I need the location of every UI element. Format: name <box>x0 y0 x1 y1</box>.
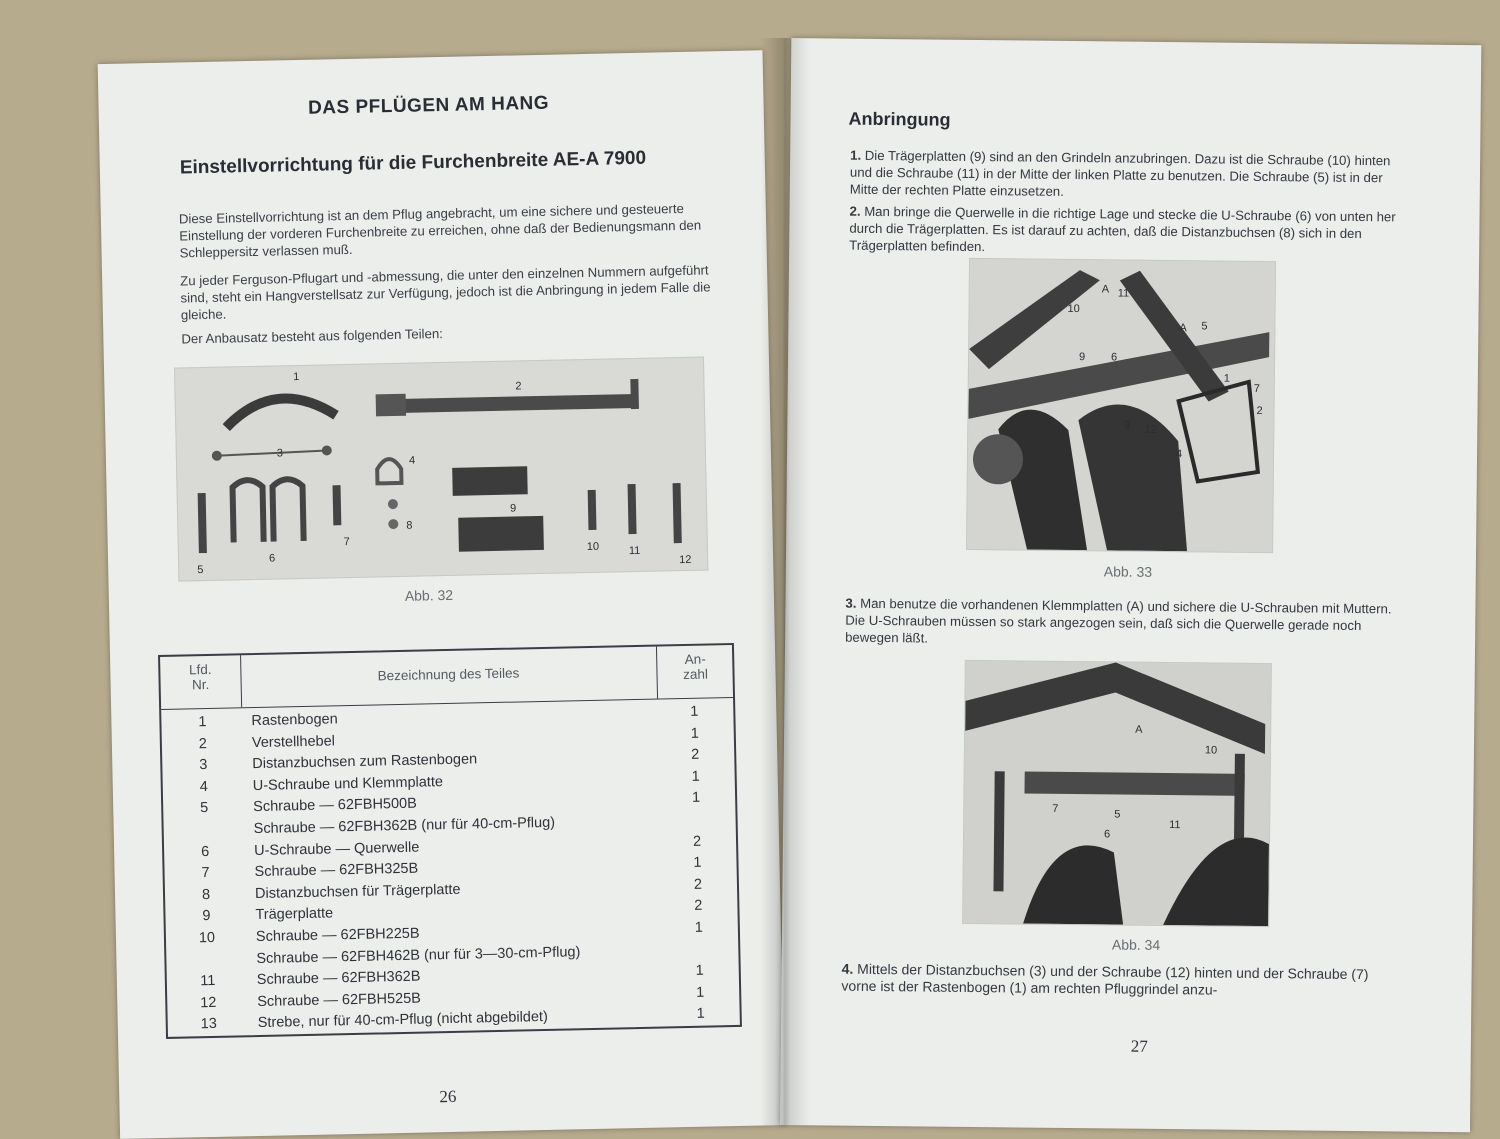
traegerplatte-upper <box>452 466 528 496</box>
col-desc-header: Bezeichnung des Teiles <box>377 665 520 684</box>
row-number: 8 <box>201 886 211 903</box>
figure-label: 11 <box>628 544 641 558</box>
row-number: 5 <box>200 800 209 817</box>
row-quantity: 1 <box>693 854 702 872</box>
row-quantity: 1 <box>691 790 701 807</box>
row-description: Schraube — 62FBH325B <box>254 860 419 881</box>
row-number: 3 <box>199 757 208 774</box>
figure-label: 10 <box>586 540 600 554</box>
plough-photo-33 <box>966 258 1276 553</box>
step-4-text: Mittels der Distanzbuchsen (3) und der Schraube (12) hinten und der Schraube (7) vorne ist der Rastenbogen (1) am rechten Pfluggrindel anzu- <box>841 960 1369 998</box>
bushing-right <box>322 445 332 455</box>
figure-label: 6 <box>1103 828 1111 841</box>
figure-label: 8 <box>406 519 413 532</box>
row-description: Verstellhebel <box>251 732 336 751</box>
row-description: Schraube — 62FBH362B (nur für 40-cm-Pflug) <box>253 814 556 838</box>
hebel-end <box>376 394 406 417</box>
figure-label: 9 <box>509 502 517 515</box>
col-qty-line2: zahl <box>682 666 709 683</box>
row-number: 2 <box>198 735 208 752</box>
u-bolt-b <box>272 479 303 542</box>
step-1 <box>850 147 1411 204</box>
figure-label: 5 <box>197 564 204 577</box>
parts-photo <box>174 357 708 582</box>
u-bolt-a <box>232 480 263 543</box>
figure-label: A <box>1135 723 1143 736</box>
row-number: 4 <box>199 778 208 795</box>
col-nr-line2: Nr. <box>191 676 210 693</box>
figure-label: 12 <box>1144 423 1157 436</box>
row-quantity: 1 <box>690 725 699 742</box>
left-leg <box>993 771 1004 891</box>
row-description: Trägerplatte <box>255 905 334 924</box>
row-number <box>192 951 222 952</box>
bolt-7 <box>333 485 342 525</box>
figure-label: 7 <box>343 535 350 549</box>
verstellhebel-part <box>386 394 636 413</box>
row-quantity: 2 <box>692 833 702 850</box>
row-number: 9 <box>202 908 211 925</box>
subtitle: Einstellvorrichtung für die Furchenbreite AE-A 7900 <box>179 147 647 179</box>
figure-label: 6 <box>268 552 276 565</box>
row-description: Distanzbuchsen zum Rastenbogen <box>252 751 478 773</box>
row-description: Strebe, nur für 40-cm-Pflug (nicht abgebildet) <box>257 1009 549 1032</box>
bolt-12 <box>673 483 682 543</box>
figure-label: 11 <box>1169 819 1181 832</box>
page-number-right: 27 <box>1130 1036 1148 1056</box>
row-description: Schraube — 62FBH362B <box>256 968 421 989</box>
figure-caption-33: Abb. 33 <box>1103 563 1153 580</box>
row-description: Schraube — 62FBH225B <box>255 925 420 946</box>
step-1-text: Die Trägerplatten (9) sind an den Grindeln anzubringen. Dazu ist die Schraube (10) hinten und die Schraube (11) in der Mitte der linken Platte zu benutzen. Die Schraube (5) ist in der Mitte der rechten Platte einzusetzen. <box>849 147 1391 199</box>
figure-label: 1 <box>1223 372 1231 385</box>
figure-label: 2 <box>515 380 522 393</box>
step-1-number: 1. <box>850 147 862 163</box>
step-3-number: 3. <box>845 595 857 611</box>
row-quantity: 1 <box>695 962 704 980</box>
parts-table <box>158 643 742 1039</box>
intro-paragraph: Diese Einstellvorrichtung ist an dem Pflug angebracht, um eine sichere und gesteuerte Einstellung der vorderen Furchenbreite zu erreichen, ohne daß der Bedienungsmann den Schleppersitz verlassen muß. <box>178 200 702 261</box>
step-2-text: Man bringe die Querwelle in die richtige Lage und stecke die U-Schraube (6) von unten her durch die Trägerplatten. Es ist darauf zu achten, daß die Distanzbuchsen (8) sich in den Trägerplatten befinden. <box>849 203 1396 255</box>
right-page <box>780 38 1481 1132</box>
row-quantity: 1 <box>691 768 700 785</box>
row-number: 6 <box>200 843 210 860</box>
row-quantity: 1 <box>690 703 699 720</box>
col-nr-header <box>170 662 231 693</box>
cross-shaft <box>1024 772 1244 796</box>
bolt-10 <box>588 490 597 530</box>
bolt-5 <box>198 493 207 553</box>
figure-label: 2 <box>1256 404 1263 418</box>
section-title: DAS PFLÜGEN AM HANG <box>307 92 550 119</box>
row-number: 10 <box>198 929 216 947</box>
col-qty-line1: An- <box>684 651 706 667</box>
plough-photo-34 <box>962 660 1272 927</box>
row-number: 7 <box>201 865 210 882</box>
figure-label: A <box>1101 283 1110 296</box>
step-4-number: 4. <box>841 960 854 977</box>
figure-label: 5 <box>1201 320 1208 333</box>
anbringung-heading: Anbringung <box>848 108 951 130</box>
parts-drawing <box>175 358 707 581</box>
figure-label: 3 <box>1124 419 1131 432</box>
row-quantity: 2 <box>694 898 703 915</box>
plough-drawing-34 <box>963 661 1271 926</box>
col-qty-header <box>660 651 731 682</box>
figure-label: 7 <box>1052 802 1059 815</box>
row-description: Schraube — 62FBH525B <box>257 990 422 1010</box>
row-quantity: 1 <box>694 919 704 936</box>
figure-label: 4 <box>408 454 416 467</box>
figure-label: 7 <box>1253 382 1260 395</box>
figure-label: A <box>1179 322 1187 335</box>
figure-label: 4 <box>1175 448 1183 461</box>
u-clamp-part <box>377 459 401 483</box>
row-description: U-Schraube — Querwelle <box>253 839 420 859</box>
bolt-line <box>217 450 327 455</box>
row-quantity: 2 <box>693 876 703 893</box>
step-4 <box>841 961 1401 1001</box>
figure-label: 12 <box>679 553 692 567</box>
step-2 <box>849 203 1410 260</box>
left-page <box>98 50 785 1139</box>
step-3 <box>845 595 1406 652</box>
row-quantity: 2 <box>691 746 700 764</box>
plough-drawing-33 <box>967 259 1275 552</box>
figure-label: 3 <box>276 447 284 460</box>
row-description: Distanzbuchsen für Trägerplatte <box>254 881 461 902</box>
row-number: 13 <box>200 1016 217 1033</box>
figure-label: 1 <box>293 371 300 384</box>
row-quantity <box>684 941 714 942</box>
figure-caption-34: Abb. 34 <box>1111 936 1161 953</box>
figure-label: 10 <box>1204 744 1218 757</box>
parts-intro: Der Anbausatz besteht aus folgenden Teilen: <box>181 325 444 347</box>
page-number-left: 26 <box>439 1086 457 1107</box>
traegerplatte-lower <box>458 516 544 552</box>
step-2-number: 2. <box>849 203 861 219</box>
step-3-text: Man benutze die vorhandenen Klemmplatten (A) und sichere die U-Schrauben mit Muttern. Die U-Schrauben müssen so stark angezogen sein, daß sich die Querwelle gerade noch bewegen läßt. <box>845 595 1392 646</box>
hebel-handle <box>630 379 639 409</box>
rastenbogen-part <box>226 397 337 427</box>
row-number: 1 <box>198 714 207 731</box>
figure-label: 11 <box>1117 287 1130 300</box>
row-description: Rastenbogen <box>251 711 338 730</box>
row-description: Schraube — 62FBH462B (nur für 3—30-cm-Pflug) <box>256 943 581 967</box>
figure-caption-32: Abb. 32 <box>404 586 454 604</box>
figure-label: 5 <box>1114 808 1121 821</box>
figure-label: 6 <box>1110 351 1118 364</box>
spacer-8b <box>388 519 398 529</box>
figure-label: 10 <box>1067 302 1080 316</box>
row-description: Schraube — 62FBH500B <box>253 796 417 816</box>
bolt-11 <box>628 484 637 534</box>
bushing-left <box>212 451 222 461</box>
open-booklet <box>100 38 1470 1125</box>
row-quantity: 1 <box>696 1006 705 1023</box>
row-number: 12 <box>200 994 217 1012</box>
second-paragraph: Zu jeder Ferguson-Pflugart und -abmessung, die unter den einzelnen Nummern aufgeführt sind, steht ein Hangverstellsatz zur Verfügung, jedoch ist die Anbringung in jedem Falle die gleiche. <box>180 262 711 323</box>
row-number <box>190 822 220 823</box>
row-number: 11 <box>200 973 216 990</box>
row-quantity: 1 <box>695 984 705 1001</box>
col-nr-line1: Lfd. <box>188 661 212 678</box>
row-description: U-Schraube und Klemmplatte <box>252 773 444 794</box>
figure-label: 9 <box>1078 351 1086 364</box>
row-quantity <box>681 811 711 812</box>
spacer-8a <box>388 499 398 509</box>
